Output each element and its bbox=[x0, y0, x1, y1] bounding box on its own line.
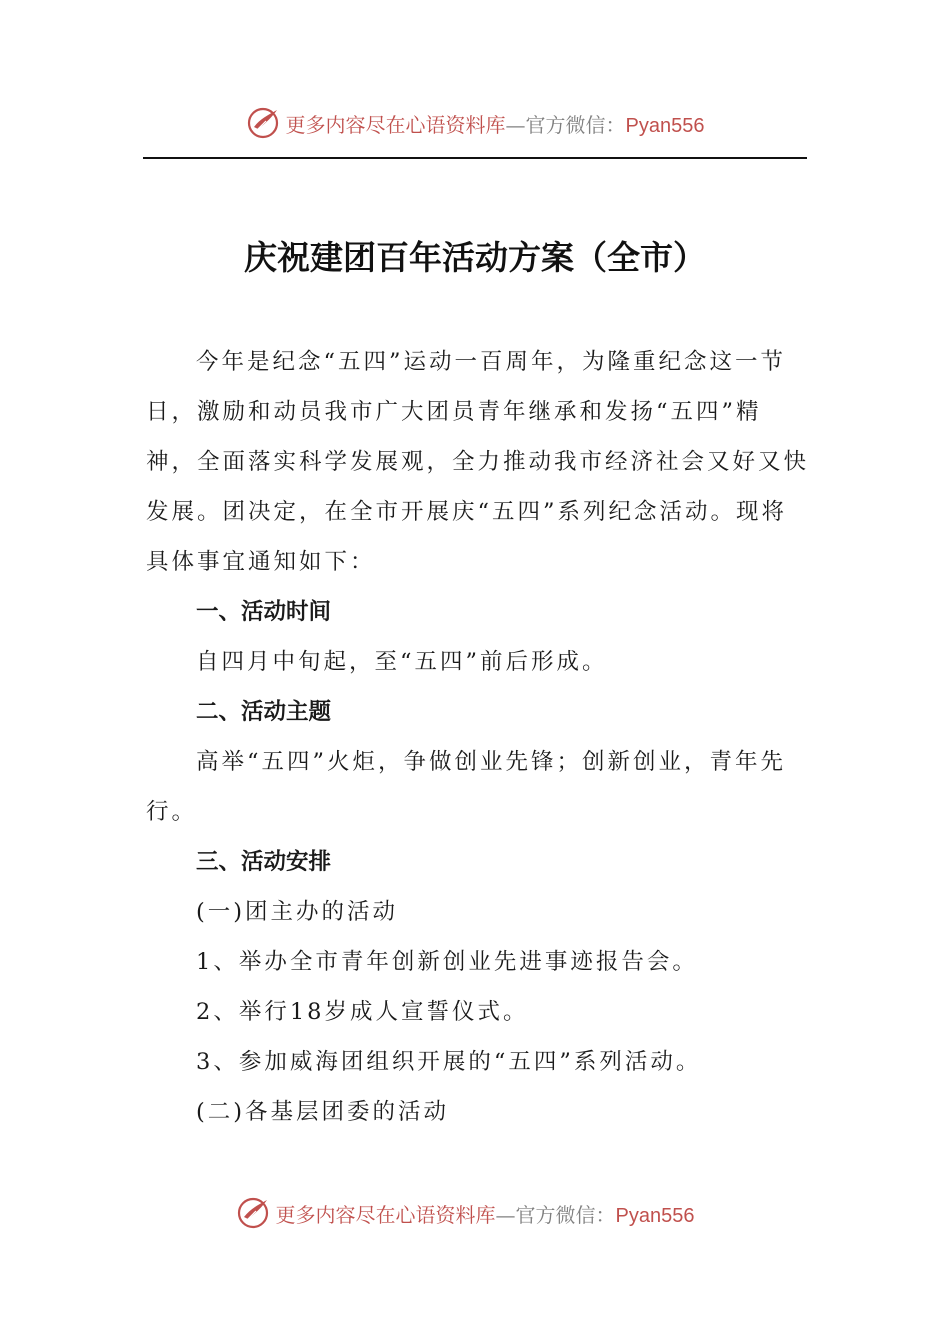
section-heading-theme: 二、活动主题 bbox=[196, 699, 332, 725]
section-text-theme: 高举“五四”火炬，争做创业先锋；创新创业，青年先行。 bbox=[146, 749, 787, 825]
subsection-heading-grassroots: (二)各基层团委的活动 bbox=[196, 1099, 450, 1125]
banner-wechat-label: 官方微信： bbox=[525, 112, 626, 137]
banner-text bbox=[276, 1199, 695, 1228]
banner-separator: — bbox=[495, 1202, 516, 1227]
section-text-time: 自四月中旬起，至“五四”前后形成。 bbox=[196, 649, 608, 675]
banner-text bbox=[286, 109, 705, 138]
banner-main-text: 更多内容尽在心语资料库 bbox=[275, 1202, 496, 1227]
banner-main-text: 更多内容尽在心语资料库 bbox=[285, 112, 506, 137]
section-heading-time: 一、活动时间 bbox=[196, 599, 332, 625]
header-banner bbox=[0, 98, 950, 148]
banner-wechat-label: 官方微信： bbox=[515, 1202, 616, 1227]
list-item: 1、举办全市青年创新创业先进事迹报告会。 bbox=[196, 949, 698, 975]
subsection-heading-city: (一)团主办的活动 bbox=[196, 899, 399, 925]
quill-logo-icon bbox=[236, 1195, 272, 1231]
intro-paragraph: 今年是纪念“五四”运动一百周年，为隆重纪念这一节日，激励和动员我市广大团员青年继承和发扬“五四”精神，全面落实科学发展观，全力推动我市经济社会又好又快发展。团决定，在全市开展庆“五四”系列纪念活动。现将具体事宜通知如下： bbox=[146, 349, 810, 575]
banner-separator: — bbox=[505, 112, 526, 137]
list-item: 3、参加威海团组织开展的“五四”系列活动。 bbox=[196, 1049, 702, 1075]
header-rule bbox=[143, 157, 807, 159]
list-item: 2、举行18岁成人宣誓仪式。 bbox=[196, 999, 529, 1025]
document-title: 庆祝建团百年活动方案（全市） bbox=[244, 238, 706, 277]
document-body bbox=[146, 337, 810, 1137]
quill-logo-icon bbox=[246, 105, 282, 141]
banner-wechat-id: Pyan556 bbox=[625, 114, 705, 137]
banner-wechat-id: Pyan556 bbox=[615, 1204, 695, 1227]
section-heading-arrangement: 三、活动安排 bbox=[196, 849, 332, 875]
footer-banner bbox=[0, 1188, 940, 1238]
